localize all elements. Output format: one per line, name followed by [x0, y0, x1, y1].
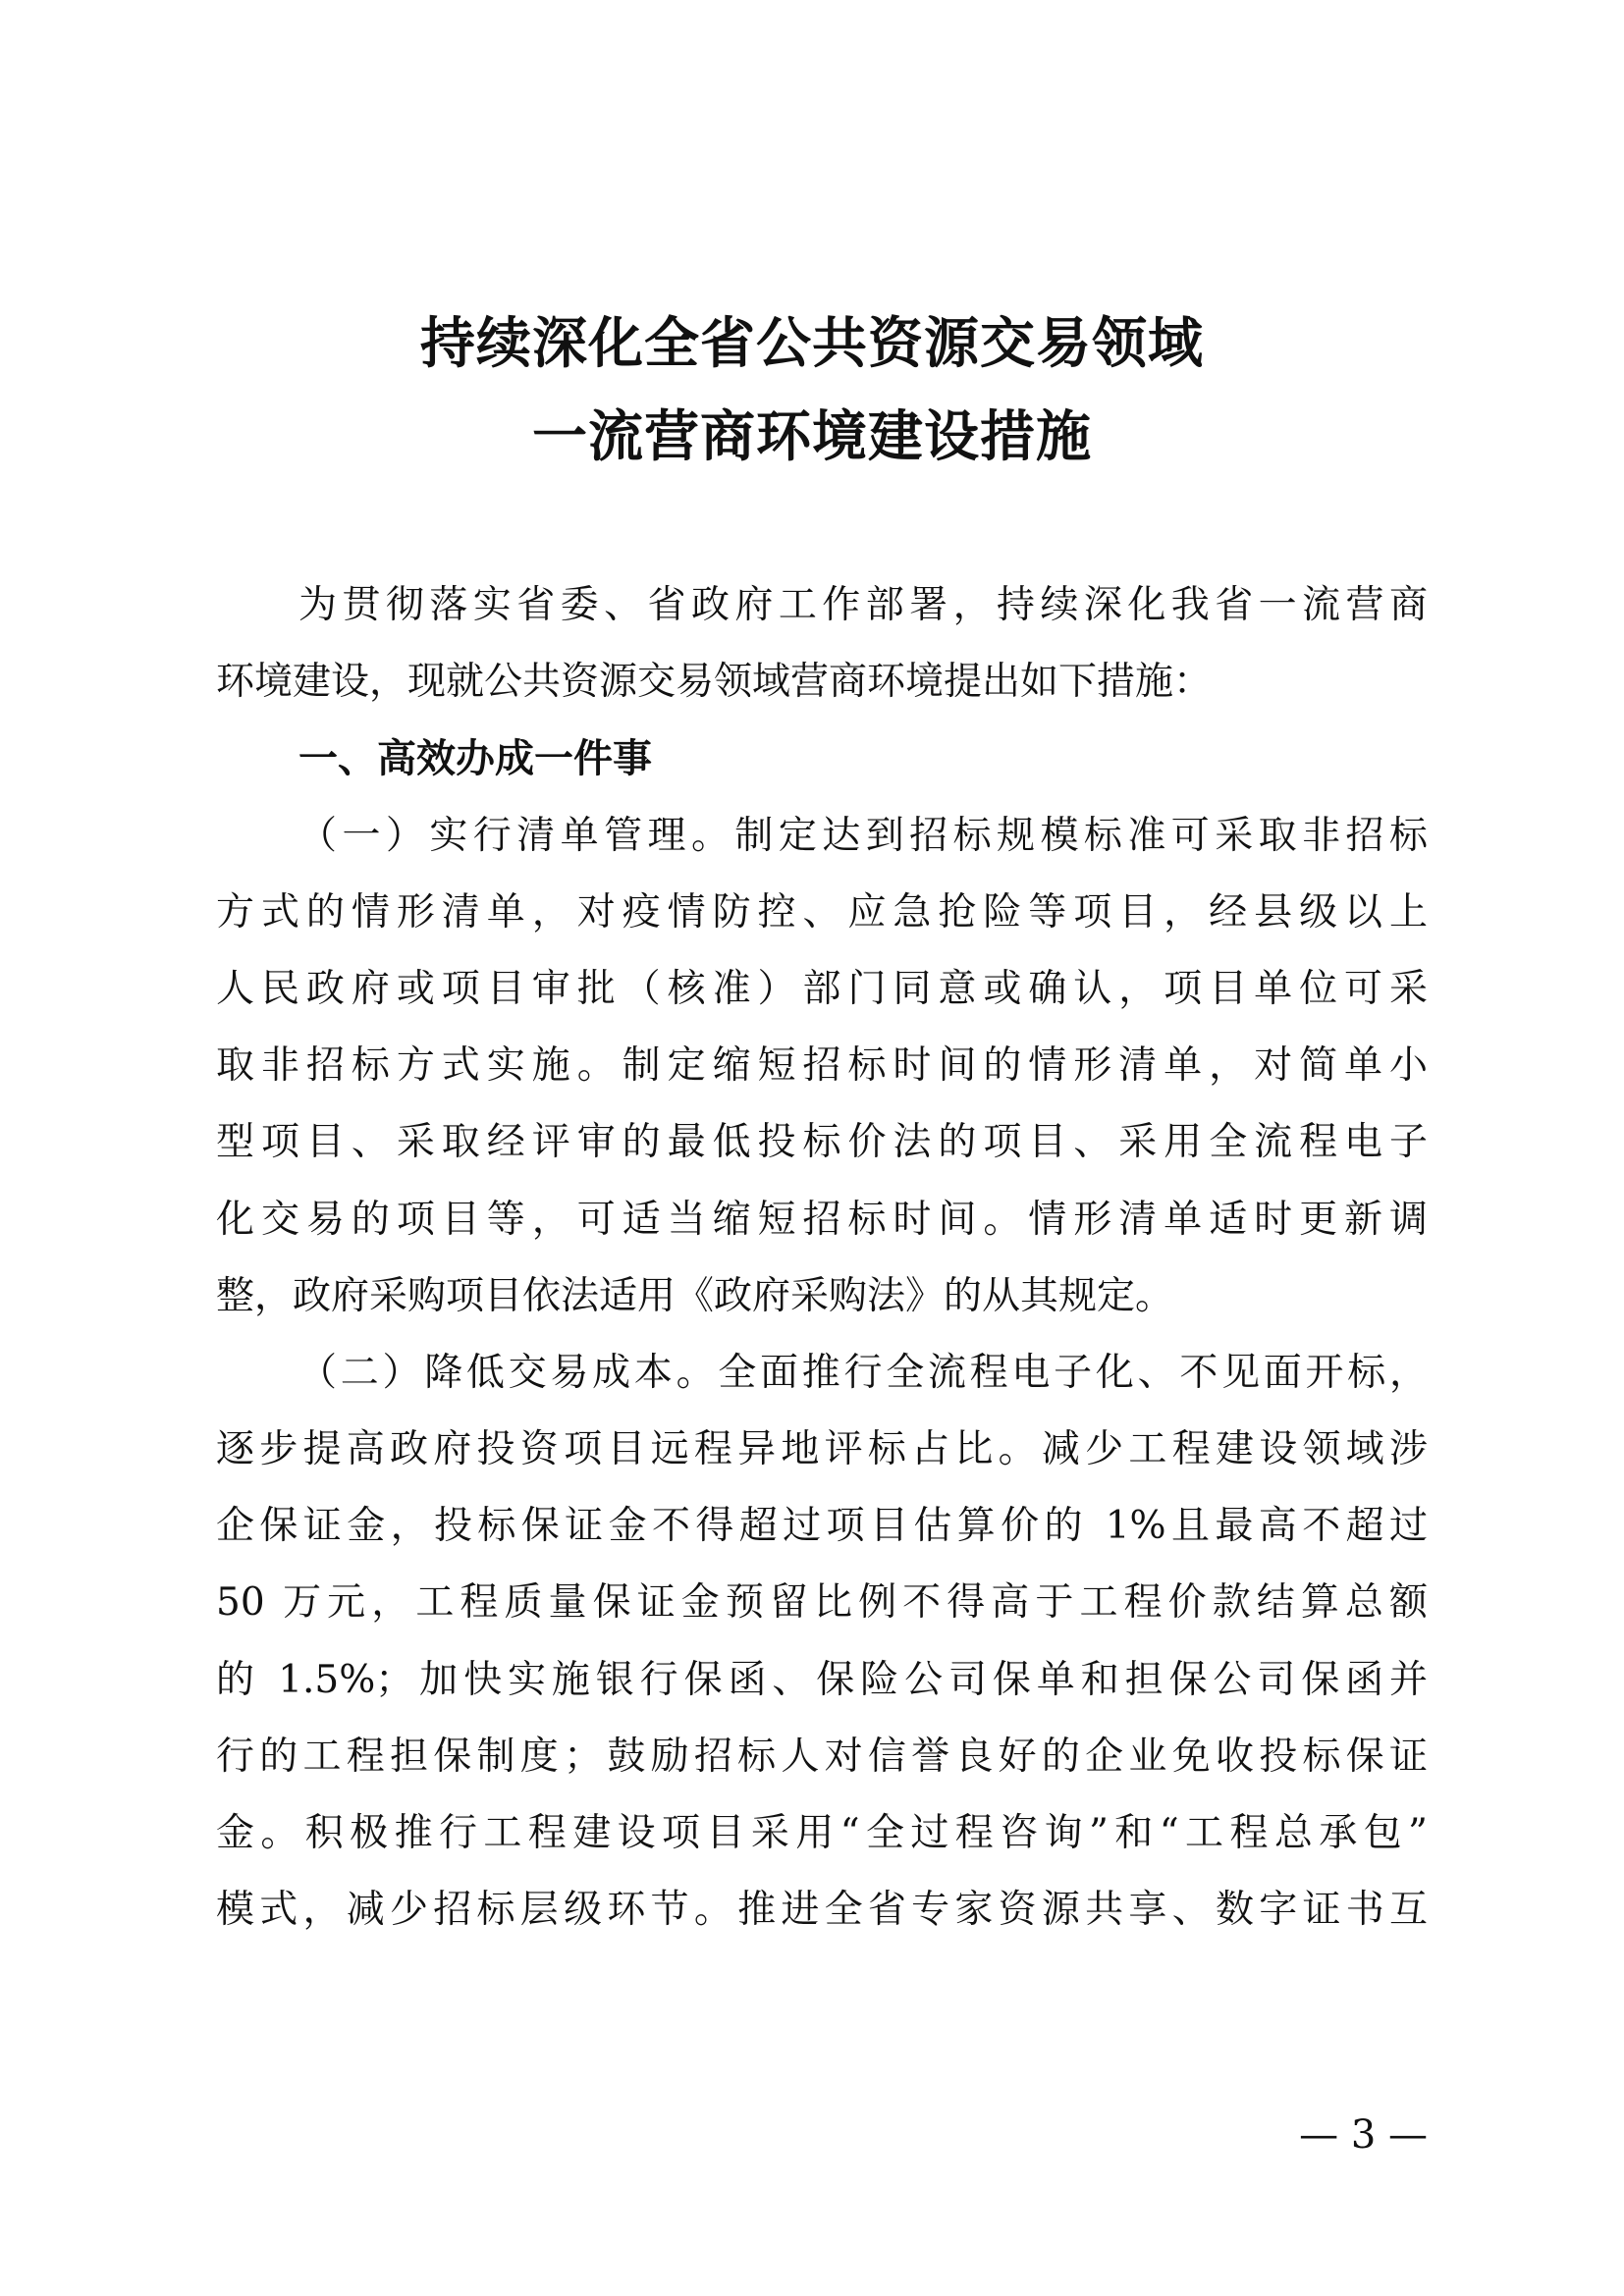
- item-2-line: 企保证金，投标保证金不得超过项目估算价的 1%且最高不超过: [216, 1504, 1428, 1549]
- item-2-line: 50 万元，工程质量保证金预留比例不得高于工程价款结算总额: [216, 1580, 1428, 1626]
- item-2-line: 行的工程担保制度；鼓励招标人对信誉良好的企业免收投标保证: [216, 1734, 1428, 1779]
- page-number: — 3 —: [1299, 2112, 1428, 2158]
- item-2-line: 的 1.5%；加快实施银行保函、保险公司保单和担保公司保函并: [216, 1657, 1428, 1702]
- document-body: [216, 567, 1428, 1949]
- item-1-line: 方式的情形清单，对疫情防控、应急抢险等项目，经县级以上: [216, 889, 1428, 934]
- document-title-line-2: 一流营商环境建设措施: [532, 404, 1092, 469]
- document-title-line-1: 持续深化全省公共资源交易领域: [420, 311, 1204, 376]
- intro-line: 为贯彻落实省委、省政府工作部署，持续深化我省一流营商: [298, 583, 1428, 627]
- intro-line: 环境建设，现就公共资源交易领域营商环境提出如下措施：: [216, 660, 1213, 705]
- item-1-line: 整，政府采购项目依法适用《政府采购法》的从其规定。: [216, 1273, 1174, 1318]
- item-1-line: 型项目、采取经评审的最低投标价法的项目、采用全流程电子: [216, 1120, 1428, 1165]
- section-heading: 一、高效办成一件事: [298, 736, 652, 782]
- item-2-line: 金。积极推行工程建设项目采用“全过程咨询”和“工程总承包”: [216, 1811, 1428, 1855]
- item-2-line: 模式，减少招标层级环节。推进全省专家资源共享、数字证书互: [216, 1888, 1428, 1933]
- item-1-line: （一）实行清单管理。制定达到招标规模标准可采取非招标: [298, 813, 1428, 858]
- item-1-line: 化交易的项目等，可适当缩短招标时间。情形清单适时更新调: [216, 1197, 1428, 1242]
- item-1-line: 取非招标方式实施。制定缩短招标时间的情形清单，对简单小: [216, 1043, 1428, 1089]
- item-2-line: （二）降低交易成本。全面推行全流程电子化、不见面开标，: [298, 1350, 1428, 1395]
- item-1-line: 人民政府或项目审批（核准）部门同意或确认，项目单位可采: [216, 966, 1428, 1011]
- item-2-line: 逐步提高政府投资项目远程异地评标占比。减少工程建设领域涉: [216, 1427, 1428, 1472]
